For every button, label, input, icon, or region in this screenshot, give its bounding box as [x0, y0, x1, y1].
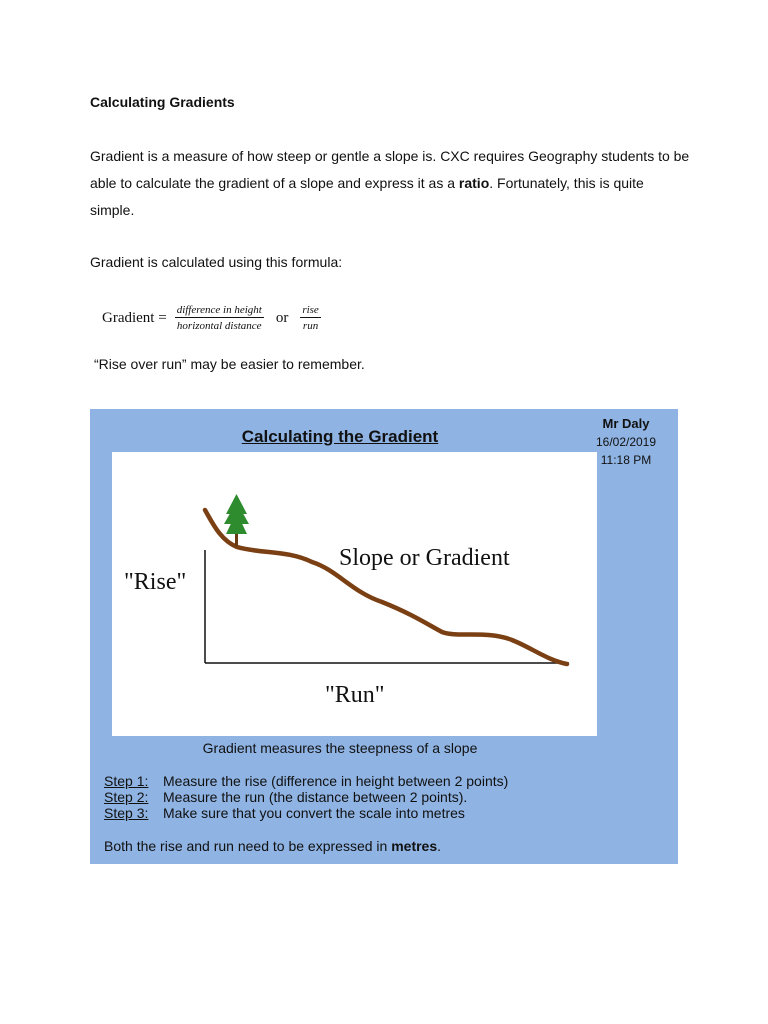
steps-list [104, 773, 508, 821]
intro-text-1: Gradient is a measure of how steep or gentle a slope is. CXC requires Geography students to be able to calculate the gradient of a slope and express it as a [90, 148, 690, 191]
slide-caption: Gradient measures the steepness of a slope [202, 740, 478, 756]
intro-text-2: . Fortunately, this is quite simple. [90, 175, 644, 218]
slide-title: Calculating the Gradient [241, 427, 439, 446]
step-item [104, 773, 508, 789]
note-text: Both the rise and run need to be expressed in [104, 838, 392, 854]
slope-line [205, 510, 567, 664]
step-item [104, 805, 508, 821]
formula-fraction-short [300, 304, 321, 332]
formula-denominator: horizontal distance [176, 320, 262, 332]
step-label: Step 2: [104, 789, 149, 805]
run-label: "Run" [325, 682, 385, 708]
remember-note: “Rise over run” may be easier to remember. [94, 356, 365, 372]
intro-paragraph [90, 143, 690, 224]
tree-icon [224, 494, 249, 546]
slide-date: 16/02/2019 [595, 435, 657, 449]
intro-bold-ratio: ratio [458, 175, 490, 191]
formula-rise: rise [302, 304, 319, 316]
slide-time: 11:18 PM [600, 453, 652, 467]
rise-label: "Rise" [124, 569, 187, 595]
formula-numerator: difference in height [176, 304, 262, 316]
page-heading: Calculating Gradients [90, 94, 235, 110]
step-label: Step 1: [104, 773, 149, 789]
step-item [104, 789, 508, 805]
note-bold: metres [391, 838, 438, 854]
formula-run: run [302, 320, 319, 332]
step-label: Step 3: [104, 805, 149, 821]
formula-fraction-full [175, 304, 264, 332]
formula-or: or [275, 309, 289, 326]
gradient-formula [102, 300, 329, 336]
metres-note [104, 838, 441, 854]
slope-label: Slope or Gradient [339, 545, 510, 571]
note-end: . [437, 838, 442, 854]
slope-diagram [112, 452, 597, 736]
step-text: Make sure that you convert the scale into metres [163, 805, 465, 821]
step-text: Measure the rise (difference in height between 2 points) [163, 773, 509, 789]
formula-label: Gradient = [102, 309, 167, 326]
gradient-slide [90, 409, 678, 864]
formula-intro: Gradient is calculated using this formula: [90, 254, 343, 270]
step-text: Measure the run (the distance between 2 points). [163, 789, 468, 805]
slide-author: Mr Daly [602, 416, 650, 431]
slope-diagram-svg [112, 452, 597, 736]
